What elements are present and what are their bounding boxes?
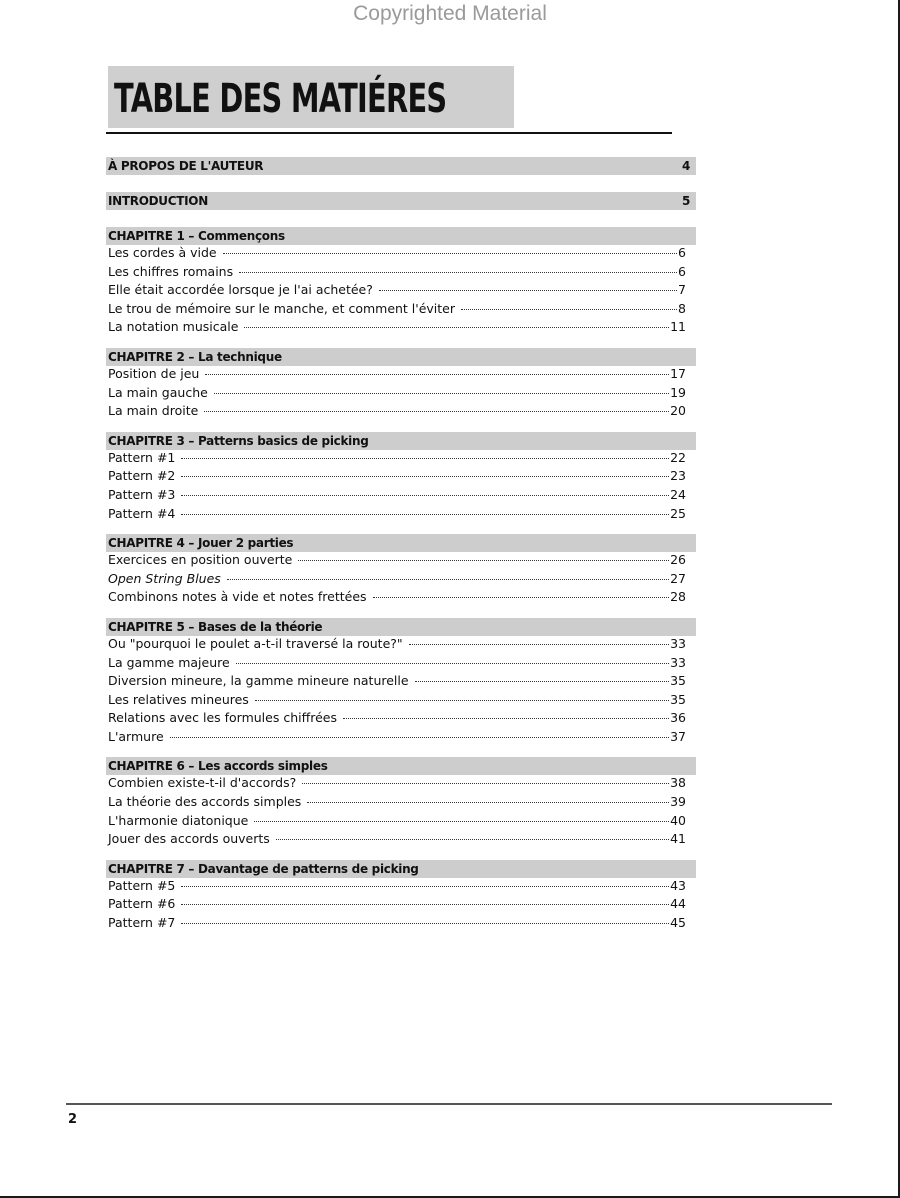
section-heading[interactable] [106,192,696,210]
entry-page: 7 [678,282,686,298]
entry-page: 24 [670,486,686,502]
toc-entry[interactable] [106,915,696,934]
section-heading-text: CHAPITRE 2 – La technique [108,349,282,364]
toc-entry[interactable] [106,282,696,301]
entry-page: 41 [670,831,686,847]
toc-entry[interactable] [106,506,696,525]
entry-label: Combien existe-t-il d'accords? [108,775,297,791]
section-heading-text: INTRODUCTION [108,194,208,208]
dot-leader [239,272,677,273]
entry-label: Combinons notes à vide et notes frettées [108,589,367,605]
toc-section [106,192,696,210]
dot-leader [254,821,669,822]
dot-leader [227,579,669,580]
toc-section [106,157,696,175]
dot-leader [181,904,669,905]
section-heading-text: CHAPITRE 6 – Les accords simples [108,759,328,774]
toc-entry[interactable] [106,245,696,264]
entry-page: 25 [670,505,686,521]
entry-list [106,775,696,849]
entry-label: Ou "pourquoi le poulet a-t-il traversé la route?" [108,635,403,651]
dot-leader [461,309,677,310]
section-heading[interactable] [106,227,696,245]
toc-entry[interactable] [106,878,696,897]
entry-page: 37 [670,728,686,744]
toc-entry[interactable] [106,636,696,655]
entry-label: Les chiffres romains [108,263,234,279]
toc-entry[interactable] [106,403,696,422]
table-of-contents [106,157,696,944]
entry-list [106,636,696,748]
dot-leader [373,597,670,598]
toc-entry[interactable] [106,813,696,832]
entry-page: 22 [670,449,686,465]
dot-leader [307,802,669,803]
entry-page: 26 [670,552,686,568]
section-heading-page: 5 [681,194,690,208]
entry-label: L'armure [108,728,164,744]
dot-leader [181,495,669,496]
entry-page: 43 [670,877,686,893]
entry-page: 6 [678,263,686,279]
entry-label: Position de jeu [108,365,200,381]
entry-page: 38 [670,775,686,791]
entry-list [106,366,696,422]
entry-label: La main droite [108,403,199,419]
footer-rule [66,1103,832,1105]
section-heading-text: CHAPITRE 4 – Jouer 2 parties [108,536,294,551]
entry-label: Le trou de mémoire sur le manche, et comment l'éviter [108,300,456,316]
dot-leader [181,886,669,887]
entry-label: La main gauche [108,384,208,400]
dot-leader [214,393,669,394]
title-banner [108,66,514,128]
dot-leader [343,718,669,719]
section-heading-text: CHAPITRE 5 – Bases de la théorie [108,619,323,634]
section-heading-text: CHAPITRE 7 – Davantage de patterns de picking [108,861,419,876]
dot-leader [302,783,669,784]
section-heading[interactable] [106,432,696,450]
copyright-watermark: Copyrighted Material [353,2,547,25]
entry-label: La gamme majeure [108,654,230,670]
toc-entry[interactable] [106,450,696,469]
toc-entry[interactable] [106,571,696,590]
section-heading[interactable] [106,348,696,366]
entry-page: 17 [670,365,686,381]
dot-leader [236,663,669,664]
toc-entry[interactable] [106,589,696,608]
section-heading[interactable] [106,157,696,175]
dot-leader [181,476,669,477]
entry-page: 44 [670,896,686,912]
entry-label: La notation musicale [108,319,239,335]
toc-entry[interactable] [106,487,696,506]
entry-list [106,450,696,524]
section-heading[interactable] [106,534,696,552]
entry-label: La théorie des accords simples [108,794,302,810]
entry-page: 28 [670,589,686,605]
section-heading-text: CHAPITRE 1 – Commençons [108,229,285,243]
dot-leader [181,514,669,515]
entry-list [106,552,696,608]
entry-label: Pattern #4 [108,505,176,521]
entry-page: 45 [670,915,686,931]
entry-page: 20 [670,403,686,419]
toc-section [106,227,696,338]
entry-label: Diversion mineure, la gamme mineure naturelle [108,673,409,689]
entry-label: Exercices en position ouverte [108,552,293,568]
dot-leader [276,839,669,840]
entry-page: 8 [678,300,686,316]
entry-list [106,245,696,338]
entry-label: Pattern #2 [108,468,176,484]
entry-page: 23 [670,468,686,484]
section-heading[interactable] [106,618,696,636]
entry-page: 36 [670,710,686,726]
dot-leader [255,700,669,701]
entry-page: 6 [678,245,686,260]
dot-leader [244,327,669,328]
toc-entry[interactable] [106,710,696,729]
dot-leader [298,560,669,561]
section-heading[interactable] [106,860,696,878]
dot-leader [379,290,677,291]
toc-section [106,618,696,748]
toc-entry[interactable] [106,729,696,748]
entry-label: Pattern #1 [108,449,176,465]
entry-page: 33 [670,654,686,670]
entry-label: Open String Blues [108,570,221,586]
section-heading-page: 4 [681,159,690,173]
section-heading-text: À PROPOS DE L'AUTEUR [108,159,264,173]
dot-leader [170,737,669,738]
toc-section [106,432,696,524]
entry-label: Pattern #5 [108,877,176,893]
section-heading-text: CHAPITRE 3 – Patterns basics de picking [108,433,369,448]
title-rule [106,132,672,134]
toc-entry[interactable] [106,794,696,813]
toc-entry[interactable] [106,831,696,850]
toc-entry[interactable] [106,655,696,674]
entry-label: Elle était accordée lorsque je l'ai achetée? [108,282,373,298]
toc-entry[interactable] [106,692,696,711]
entry-label: Relations avec les formules chiffrées [108,710,337,726]
entry-page: 11 [670,319,686,335]
entry-page: 33 [670,635,686,651]
entry-label: Jouer des accords ouverts [108,831,270,847]
section-heading[interactable] [106,757,696,775]
entry-label: Les relatives mineures [108,691,249,707]
entry-page: 40 [670,812,686,828]
entry-page: 19 [670,384,686,400]
entry-label: L'harmonie diatonique [108,812,249,828]
entry-page: 39 [670,794,686,810]
toc-entry[interactable] [106,319,696,338]
entry-page: 27 [670,570,686,586]
toc-entry[interactable] [106,552,696,571]
toc-entry[interactable] [106,264,696,283]
entry-label: Pattern #6 [108,896,176,912]
dot-leader [409,644,669,645]
entry-page: 35 [670,673,686,689]
toc-section [106,757,696,849]
dot-leader [415,681,670,682]
entry-page: 35 [670,691,686,707]
page-number: 2 [68,1112,78,1127]
entry-label: Pattern #3 [108,486,176,502]
toc-entry[interactable] [106,468,696,487]
toc-section [106,860,696,934]
page-title: TABLE DES MATIÉRES [114,76,447,122]
toc-entry[interactable] [106,301,696,320]
toc-entry[interactable] [106,673,696,692]
dot-leader [205,374,669,375]
entry-list [106,878,696,934]
toc-section [106,534,696,608]
toc-entry[interactable] [106,385,696,404]
dot-leader [181,458,669,459]
dot-leader [181,923,669,924]
entry-label: Pattern #7 [108,915,176,931]
toc-entry[interactable] [106,366,696,385]
dot-leader [204,411,669,412]
toc-entry[interactable] [106,896,696,915]
entry-label: Les cordes à vide [108,245,217,260]
dot-leader [223,253,677,254]
toc-section [106,348,696,422]
toc-entry[interactable] [106,775,696,794]
